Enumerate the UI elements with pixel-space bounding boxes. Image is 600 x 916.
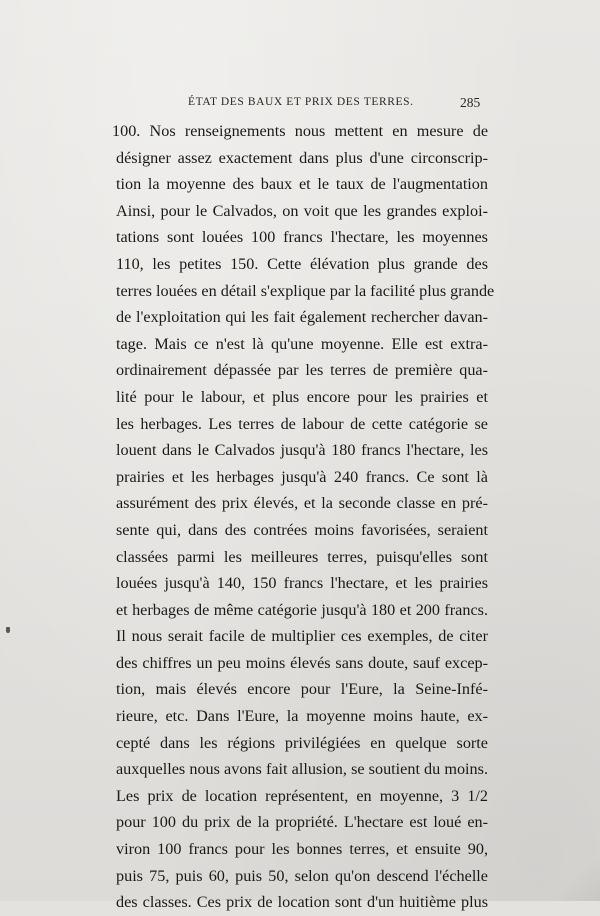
text-line: assurément des prix élevés, et la seconde classe en pré- bbox=[116, 494, 488, 513]
text-line: tion, mais élevés encore pour l'Eure, la Seine-Infé- bbox=[116, 680, 488, 699]
text-line: prairies et les herbages jusqu'à 240 francs. Ce sont là bbox=[116, 467, 488, 486]
text-line: et herbages de même catégorie jusqu'à 180 et 200 francs. bbox=[116, 600, 488, 619]
text-line: pour 100 du prix de la propriété. L'hectare est loué en- bbox=[116, 813, 488, 832]
body-paragraph bbox=[112, 118, 495, 916]
text-line: désigner assez exactement dans plus d'une circonscrip- bbox=[116, 148, 488, 167]
text-line: puis 75, puis 60, puis 50, selon qu'on descend l'échelle bbox=[116, 866, 488, 885]
text-line: 100. Nos renseignements nous mettent en mesure de bbox=[112, 122, 488, 140]
text-line: de l'exploitation qui les fait également rechercher davan- bbox=[116, 308, 488, 327]
text-line: tage. Mais ce n'est là qu'une moyenne. Elle est extra- bbox=[116, 334, 488, 353]
text-line: auxquelles nous avons fait allusion, se soutient du moins. bbox=[116, 760, 488, 779]
page-corner-shadow bbox=[540, 861, 600, 901]
text-line: classées parmi les meilleures terres, puisqu'elles sont bbox=[116, 547, 488, 566]
text-line: tion la moyenne des baux et le taux de l'augmentation bbox=[116, 175, 488, 194]
text-line: sente qui, dans des contrées moins favorisées, seraient bbox=[116, 520, 488, 539]
text-line: terres louées en détail s'explique par la facilité plus grande bbox=[116, 281, 495, 300]
text-line: Il nous serait facile de multiplier ces exemples, de citer bbox=[116, 627, 488, 646]
text-line: rieure, etc. Dans l'Eure, la moyenne moins haute, ex- bbox=[116, 707, 488, 726]
text-line: 110, les petites 150. Cette élévation plus grande des bbox=[116, 254, 488, 273]
text-line: louées jusqu'à 140, 150 francs l'hectare, et les prairies bbox=[116, 574, 488, 593]
text-line: cepté dans les régions privilégiées en quelque sorte bbox=[116, 733, 488, 752]
text-line: Les prix de location représentent, en moyenne, 3 1/2 bbox=[116, 786, 488, 805]
text-line: tations sont louées 100 francs l'hectare, les moyennes bbox=[116, 228, 488, 247]
text-line: ordinairement dépassée par les terres de première qua- bbox=[116, 361, 488, 380]
running-title: ÉTAT DES BAUX ET PRIX DES TERRES. bbox=[188, 96, 414, 108]
text-line: des classes. Ces prix de location sont d'un huitième plus bbox=[116, 893, 488, 912]
text-line: lité pour le labour, et plus encore pour les prairies et bbox=[116, 387, 488, 406]
text-line: louent dans le Calvados jusqu'à 180 francs l'hectare, les bbox=[116, 441, 488, 460]
page-header bbox=[0, 96, 600, 116]
text-line: Ainsi, pour le Calvados, on voit que les grandes exploi- bbox=[116, 201, 488, 220]
text-line: viron 100 francs pour les bonnes terres, et ensuite 90, bbox=[116, 840, 488, 859]
text-line: des chiffres un peu moins élevés sans doute, sauf excep- bbox=[116, 653, 488, 672]
page-number: 285 bbox=[460, 95, 481, 110]
margin-ink-mark bbox=[6, 627, 10, 633]
text-line: les herbages. Les terres de labour de cette catégorie se bbox=[116, 414, 488, 433]
